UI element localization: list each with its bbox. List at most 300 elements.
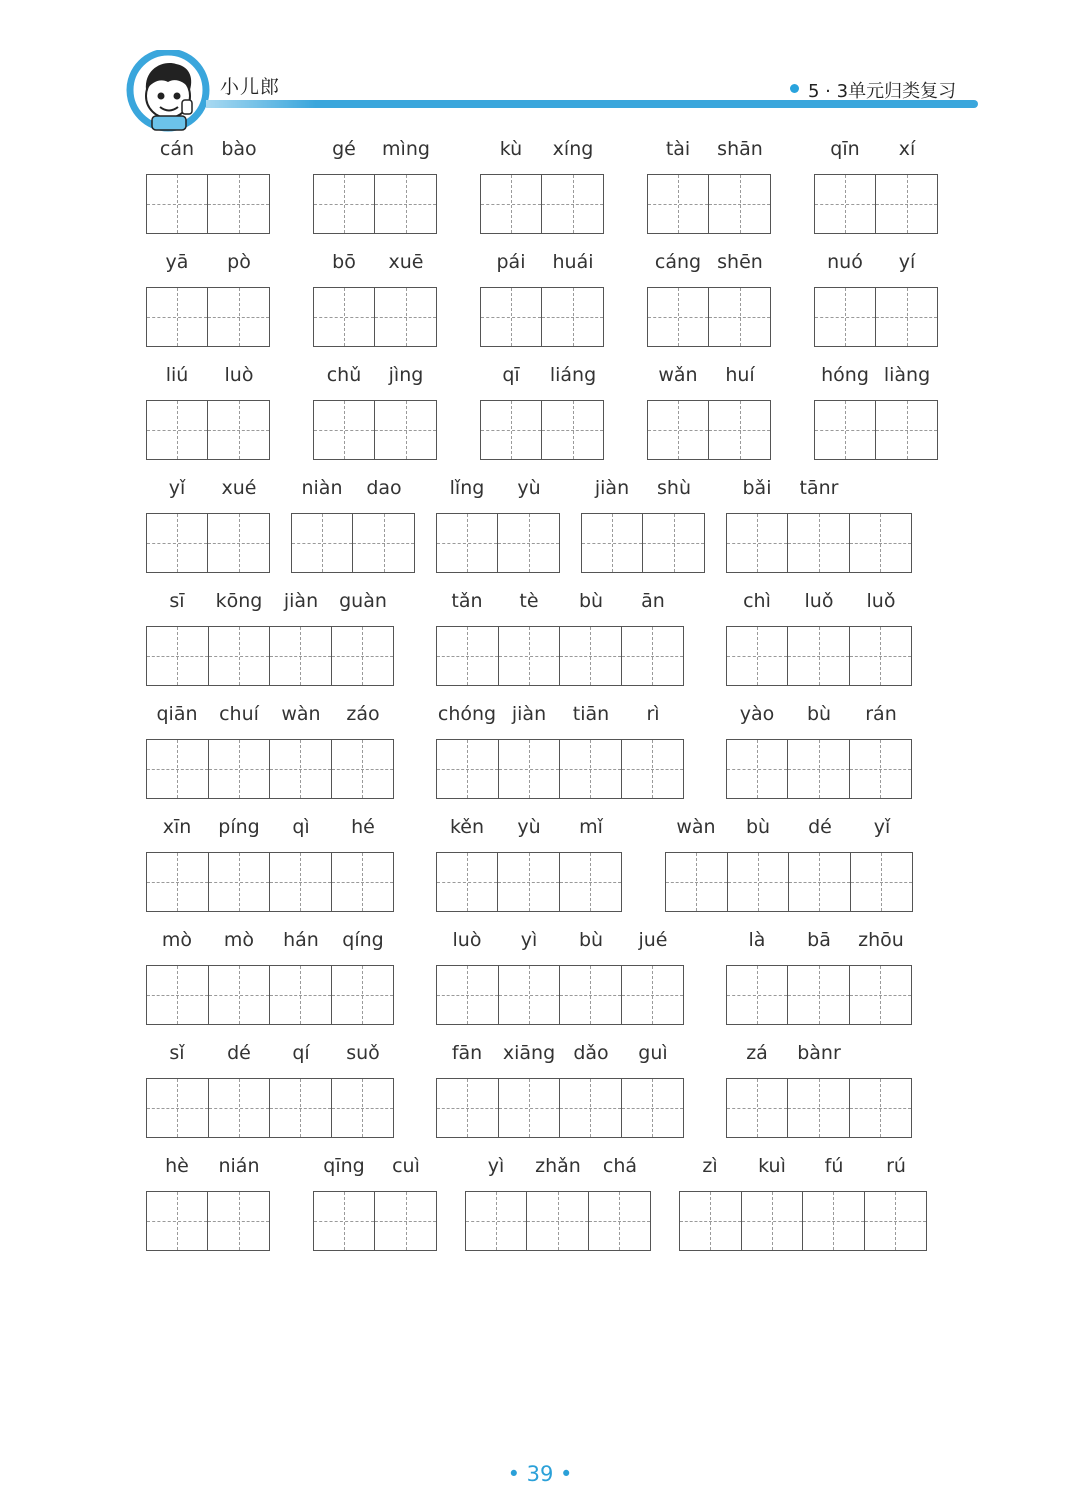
guide-line-horizontal [481, 317, 541, 318]
tianzige-cell[interactable] [542, 288, 603, 346]
guide-line-horizontal [208, 317, 269, 318]
tianzige-cell[interactable] [876, 401, 937, 459]
word-group [313, 362, 437, 462]
tianzige-cell[interactable] [499, 1079, 561, 1137]
word-group [647, 362, 771, 462]
pinyin-syllable: rì [646, 703, 660, 725]
tianzige-cell[interactable] [375, 288, 436, 346]
pinyin-row [647, 136, 771, 162]
writing-grid [146, 1191, 270, 1251]
word-group [480, 362, 604, 462]
writing-grid [313, 400, 437, 460]
word-group [291, 475, 415, 575]
pinyin-syllable: mǐ [579, 816, 603, 838]
tianzige-cell[interactable] [542, 175, 603, 233]
pinyin-syllable: bù [745, 816, 771, 838]
word-group [726, 701, 912, 801]
tianzige-cell[interactable] [437, 627, 499, 685]
tianzige-cell[interactable] [147, 740, 209, 798]
pinyin-syllable: qī [502, 364, 520, 386]
pinyin-syllable: huí [725, 364, 755, 386]
guide-line-horizontal [437, 769, 498, 770]
guide-line-horizontal [727, 769, 787, 770]
tianzige-cell[interactable] [788, 514, 849, 572]
pinyin-syllable: luò [224, 364, 254, 386]
pinyin-syllable: yù [517, 816, 541, 838]
writing-grid [146, 287, 270, 347]
guide-line-horizontal [648, 317, 708, 318]
tianzige-cell[interactable] [643, 514, 704, 572]
tianzige-cell[interactable] [622, 740, 684, 798]
word-group [465, 1153, 651, 1253]
tianzige-cell[interactable] [209, 627, 271, 685]
guide-line-horizontal [481, 204, 541, 205]
tianzige-cell[interactable] [850, 740, 911, 798]
pinyin-row [647, 249, 771, 275]
tianzige-cell[interactable] [481, 175, 542, 233]
tianzige-cell[interactable] [622, 1079, 684, 1137]
tianzige-cell[interactable] [876, 175, 937, 233]
pinyin-syllable: jiàn [594, 477, 630, 499]
guide-line-horizontal [147, 769, 208, 770]
tianzige-cell[interactable] [709, 401, 770, 459]
tianzige-cell[interactable] [332, 740, 394, 798]
pinyin-row [436, 475, 560, 501]
word-group [146, 249, 270, 349]
writing-grid [480, 174, 604, 234]
pinyin-syllable: rán [865, 703, 897, 725]
pinyin-syllable: hé [351, 816, 375, 838]
pinyin-syllable: fān [451, 1042, 483, 1064]
guide-line-horizontal [622, 1108, 684, 1109]
tianzige-cell[interactable] [789, 853, 851, 911]
guide-line-horizontal [789, 882, 850, 883]
guide-line-horizontal [876, 317, 937, 318]
guide-line-horizontal [498, 543, 559, 544]
tianzige-cell[interactable] [727, 514, 788, 572]
tianzige-cell[interactable] [648, 288, 709, 346]
tianzige-cell[interactable] [208, 1192, 269, 1250]
section-title: 5 · 3单元归类复习 [808, 81, 957, 102]
tianzige-cell[interactable] [270, 966, 332, 1024]
writing-grid [647, 400, 771, 460]
page-number: • 39 • [507, 1462, 573, 1486]
guide-line-horizontal [527, 1221, 587, 1222]
tianzige-cell[interactable] [332, 627, 394, 685]
pinyin-syllable: yā [165, 251, 189, 273]
pinyin-syllable: nuó [827, 251, 863, 273]
tianzige-cell[interactable] [560, 740, 622, 798]
tianzige-cell[interactable] [728, 853, 790, 911]
pinyin-syllable: kōng [215, 590, 263, 612]
tianzige-cell[interactable] [499, 740, 561, 798]
tianzige-cell[interactable] [437, 853, 498, 911]
tianzige-cell[interactable] [727, 627, 788, 685]
tianzige-cell[interactable] [727, 740, 788, 798]
pinyin-syllable: liáng [549, 364, 597, 386]
tianzige-cell[interactable] [208, 514, 269, 572]
guide-line-horizontal [499, 1108, 560, 1109]
tianzige-cell[interactable] [353, 514, 414, 572]
tianzige-cell[interactable] [209, 853, 271, 911]
tianzige-cell[interactable] [437, 1079, 499, 1137]
guide-line-horizontal [314, 317, 374, 318]
guide-line-horizontal [270, 656, 331, 657]
pinyin-syllable: xí [898, 138, 916, 160]
guide-line-horizontal [437, 1108, 498, 1109]
tianzige-cell[interactable] [589, 1192, 650, 1250]
pinyin-row [313, 249, 437, 275]
tianzige-cell[interactable] [209, 966, 271, 1024]
writing-grid [146, 739, 394, 799]
writing-grid [436, 626, 684, 686]
pinyin-row [679, 1153, 927, 1179]
tianzige-cell[interactable] [314, 401, 375, 459]
tianzige-cell[interactable] [332, 966, 394, 1024]
pinyin-syllable: qí [292, 1042, 310, 1064]
tianzige-cell[interactable] [727, 966, 788, 1024]
tianzige-cell[interactable] [498, 853, 559, 911]
guide-line-horizontal [332, 656, 394, 657]
pinyin-row [436, 1040, 684, 1066]
guide-line-horizontal [209, 769, 270, 770]
pinyin-syllable: qīng [323, 1155, 365, 1177]
tianzige-cell[interactable] [622, 627, 684, 685]
pinyin-syllable: xiāng [502, 1042, 556, 1064]
pinyin-syllable: qíng [342, 929, 384, 951]
tianzige-cell[interactable] [270, 1079, 332, 1137]
tianzige-cell[interactable] [147, 401, 208, 459]
guide-line-horizontal [147, 430, 207, 431]
tianzige-cell[interactable] [815, 401, 876, 459]
guide-line-horizontal [727, 543, 787, 544]
tianzige-cell[interactable] [499, 627, 561, 685]
writing-grid [436, 852, 622, 912]
tianzige-cell[interactable] [481, 401, 542, 459]
pinyin-row [814, 362, 938, 388]
tianzige-cell[interactable] [648, 401, 709, 459]
pinyin-row [313, 1153, 437, 1179]
writing-grid [313, 1191, 437, 1251]
tianzige-cell[interactable] [803, 1192, 865, 1250]
writing-grid [581, 513, 705, 573]
word-group [146, 588, 394, 688]
guide-line-horizontal [292, 543, 352, 544]
pinyin-row [465, 1153, 651, 1179]
tianzige-cell[interactable] [292, 514, 353, 572]
tianzige-cell[interactable] [865, 1192, 927, 1250]
tianzige-cell[interactable] [147, 175, 208, 233]
tianzige-cell[interactable] [742, 1192, 804, 1250]
guide-line-horizontal [560, 1108, 621, 1109]
pinyin-row [146, 475, 270, 501]
pinyin-syllable: yào [739, 703, 775, 725]
pinyin-syllable: zhōu [858, 929, 904, 951]
word-group [814, 362, 938, 462]
word-group [436, 927, 684, 1027]
tianzige-cell[interactable] [876, 288, 937, 346]
tianzige-cell[interactable] [375, 1192, 436, 1250]
pinyin-syllable: pái [496, 251, 526, 273]
writing-grid [814, 174, 938, 234]
pinyin-syllable: liàng [883, 364, 931, 386]
pinyin-syllable: jué [638, 929, 668, 951]
pinyin-row [313, 136, 437, 162]
guide-line-horizontal [208, 204, 269, 205]
pinyin-row [291, 475, 415, 501]
writing-grid [814, 400, 938, 460]
guide-line-horizontal [208, 1221, 269, 1222]
pinyin-syllable: sǐ [169, 1042, 185, 1064]
pinyin-syllable: cán [159, 138, 195, 160]
word-group [146, 814, 394, 914]
word-group [146, 475, 270, 575]
pinyin-row [146, 814, 394, 840]
tianzige-cell[interactable] [270, 740, 332, 798]
pinyin-syllable: fú [824, 1155, 844, 1177]
guide-line-horizontal [560, 882, 621, 883]
guide-line-horizontal [851, 882, 913, 883]
word-group [313, 136, 437, 236]
tianzige-cell[interactable] [147, 288, 208, 346]
pinyin-syllable: niàn [301, 477, 343, 499]
pinyin-syllable: chóng [437, 703, 497, 725]
word-group [726, 1040, 912, 1140]
tianzige-cell[interactable] [788, 627, 849, 685]
word-group [146, 1153, 270, 1253]
guide-line-horizontal [353, 543, 414, 544]
tianzige-cell[interactable] [147, 627, 209, 685]
pinyin-syllable: záo [346, 703, 380, 725]
pinyin-row [146, 588, 394, 614]
guide-line-horizontal [803, 1221, 864, 1222]
tianzige-cell[interactable] [666, 853, 728, 911]
tianzige-cell[interactable] [270, 853, 332, 911]
pinyin-syllable: yǐ [873, 816, 891, 838]
tianzige-cell[interactable] [437, 966, 499, 1024]
pinyin-syllable: bā [807, 929, 831, 951]
brand-name: 小儿郎 [220, 76, 281, 98]
pinyin-syllable: xīn [162, 816, 192, 838]
writing-grid [665, 852, 913, 912]
writing-grid [480, 400, 604, 460]
writing-grid [480, 287, 604, 347]
tianzige-cell[interactable] [582, 514, 643, 572]
tianzige-cell[interactable] [850, 514, 911, 572]
writing-grid [436, 1078, 684, 1138]
tianzige-cell[interactable] [499, 966, 561, 1024]
pinyin-row [581, 475, 705, 501]
writing-grid [436, 739, 684, 799]
pinyin-syllable: cáng [654, 251, 702, 273]
word-group [146, 136, 270, 236]
guide-line-horizontal [375, 430, 436, 431]
tianzige-cell[interactable] [147, 1192, 208, 1250]
tianzige-cell[interactable] [314, 175, 375, 233]
guide-line-horizontal [209, 882, 270, 883]
tianzige-cell[interactable] [314, 1192, 375, 1250]
tianzige-cell[interactable] [850, 966, 911, 1024]
tianzige-cell[interactable] [481, 288, 542, 346]
tianzige-cell[interactable] [437, 514, 498, 572]
pinyin-syllable: dao [366, 477, 402, 499]
pinyin-row [726, 701, 912, 727]
tianzige-cell[interactable] [560, 853, 621, 911]
guide-line-horizontal [147, 1108, 208, 1109]
word-group [814, 249, 938, 349]
pinyin-row [146, 701, 394, 727]
guide-line-horizontal [560, 656, 621, 657]
tianzige-cell[interactable] [208, 175, 269, 233]
tianzige-cell[interactable] [209, 1079, 271, 1137]
pinyin-syllable: kěn [449, 816, 485, 838]
pinyin-syllable: luǒ [804, 590, 834, 612]
guide-line-horizontal [589, 1221, 650, 1222]
tianzige-cell[interactable] [815, 288, 876, 346]
tianzige-cell[interactable] [622, 966, 684, 1024]
word-group [814, 136, 938, 236]
guide-line-horizontal [622, 656, 684, 657]
guide-line-horizontal [788, 1108, 848, 1109]
guide-line-horizontal [208, 430, 269, 431]
pinyin-syllable: lǐng [449, 477, 485, 499]
tianzige-cell[interactable] [332, 1079, 394, 1137]
pinyin-row [726, 927, 912, 953]
tianzige-cell[interactable] [542, 401, 603, 459]
tianzige-cell[interactable] [332, 853, 394, 911]
guide-line-horizontal [788, 656, 848, 657]
writing-grid [313, 287, 437, 347]
writing-grid [647, 287, 771, 347]
pinyin-syllable: ān [641, 590, 665, 612]
tianzige-cell[interactable] [270, 627, 332, 685]
guide-line-horizontal [582, 543, 642, 544]
pinyin-syllable: shēn [717, 251, 763, 273]
guide-line-horizontal [375, 204, 436, 205]
writing-grid [146, 626, 394, 686]
tianzige-cell[interactable] [147, 853, 209, 911]
guide-line-horizontal [270, 769, 331, 770]
guide-line-horizontal [542, 204, 603, 205]
guide-line-horizontal [147, 317, 207, 318]
guide-line-horizontal [314, 204, 374, 205]
guide-line-horizontal [499, 656, 560, 657]
pinyin-syllable: zhǎn [535, 1155, 581, 1177]
tianzige-cell[interactable] [560, 627, 622, 685]
guide-line-horizontal [437, 543, 497, 544]
word-group [436, 1040, 684, 1140]
pinyin-syllable: píng [218, 816, 260, 838]
tianzige-cell[interactable] [375, 401, 436, 459]
tianzige-cell[interactable] [727, 1079, 788, 1137]
pinyin-syllable: liú [165, 364, 189, 386]
tianzige-cell[interactable] [560, 1079, 622, 1137]
writing-grid [146, 965, 394, 1025]
guide-line-horizontal [742, 1221, 803, 1222]
pinyin-row [436, 588, 684, 614]
pinyin-syllable: yì [520, 929, 538, 951]
pinyin-syllable: wǎn [658, 364, 698, 386]
guide-line-horizontal [147, 543, 207, 544]
guide-line-horizontal [332, 1108, 394, 1109]
guide-line-horizontal [332, 769, 394, 770]
pinyin-syllable: chá [602, 1155, 638, 1177]
pinyin-syllable: bànr [797, 1042, 841, 1064]
pinyin-syllable: cuì [392, 1155, 420, 1177]
tianzige-cell[interactable] [851, 853, 913, 911]
tianzige-cell[interactable] [375, 175, 436, 233]
tianzige-cell[interactable] [560, 966, 622, 1024]
tianzige-cell[interactable] [208, 288, 269, 346]
pinyin-syllable: bù [578, 590, 604, 612]
tianzige-cell[interactable] [788, 1079, 849, 1137]
guide-line-horizontal [850, 769, 911, 770]
writing-grid [146, 513, 270, 573]
tianzige-cell[interactable] [709, 288, 770, 346]
guide-line-horizontal [876, 204, 937, 205]
tianzige-cell[interactable] [147, 514, 208, 572]
tianzige-cell[interactable] [788, 966, 849, 1024]
pinyin-syllable: qì [292, 816, 310, 838]
tianzige-cell[interactable] [850, 627, 911, 685]
tianzige-cell[interactable] [788, 740, 849, 798]
pinyin-syllable: bào [221, 138, 257, 160]
guide-line-horizontal [147, 656, 208, 657]
guide-line-horizontal [788, 543, 848, 544]
guide-line-horizontal [437, 995, 498, 996]
writing-grid [146, 852, 394, 912]
pinyin-syllable: tǎn [451, 590, 483, 612]
pinyin-row [146, 249, 270, 275]
tianzige-cell[interactable] [147, 966, 209, 1024]
tianzige-cell[interactable] [314, 288, 375, 346]
tianzige-cell[interactable] [209, 740, 271, 798]
pinyin-syllable: chì [743, 590, 771, 612]
pinyin-syllable: mìng [382, 138, 430, 160]
pinyin-syllable: nián [218, 1155, 260, 1177]
word-group [436, 701, 684, 801]
guide-line-horizontal [680, 1221, 741, 1222]
tianzige-cell[interactable] [437, 740, 499, 798]
tianzige-cell[interactable] [527, 1192, 588, 1250]
pinyin-syllable: qīn [830, 138, 860, 160]
pinyin-row [647, 362, 771, 388]
tianzige-cell[interactable] [815, 175, 876, 233]
guide-line-horizontal [622, 769, 684, 770]
tianzige-cell[interactable] [648, 175, 709, 233]
guide-line-horizontal [147, 204, 207, 205]
tianzige-cell[interactable] [147, 1079, 209, 1137]
guide-line-horizontal [466, 1221, 526, 1222]
tianzige-cell[interactable] [498, 514, 559, 572]
guide-line-horizontal [643, 543, 704, 544]
tianzige-cell[interactable] [850, 1079, 911, 1137]
tianzige-cell[interactable] [709, 175, 770, 233]
tianzige-cell[interactable] [466, 1192, 527, 1250]
guide-line-horizontal [147, 1221, 207, 1222]
word-group [146, 362, 270, 462]
pinyin-syllable: kuì [758, 1155, 786, 1177]
pinyin-syllable: yì [487, 1155, 505, 1177]
guide-line-horizontal [499, 769, 560, 770]
guide-line-horizontal [332, 995, 394, 996]
word-group [436, 814, 622, 914]
pinyin-row [726, 475, 912, 501]
pinyin-syllable: xuē [388, 251, 424, 273]
tianzige-cell[interactable] [680, 1192, 742, 1250]
pinyin-syllable: là [748, 929, 766, 951]
tianzige-cell[interactable] [208, 401, 269, 459]
